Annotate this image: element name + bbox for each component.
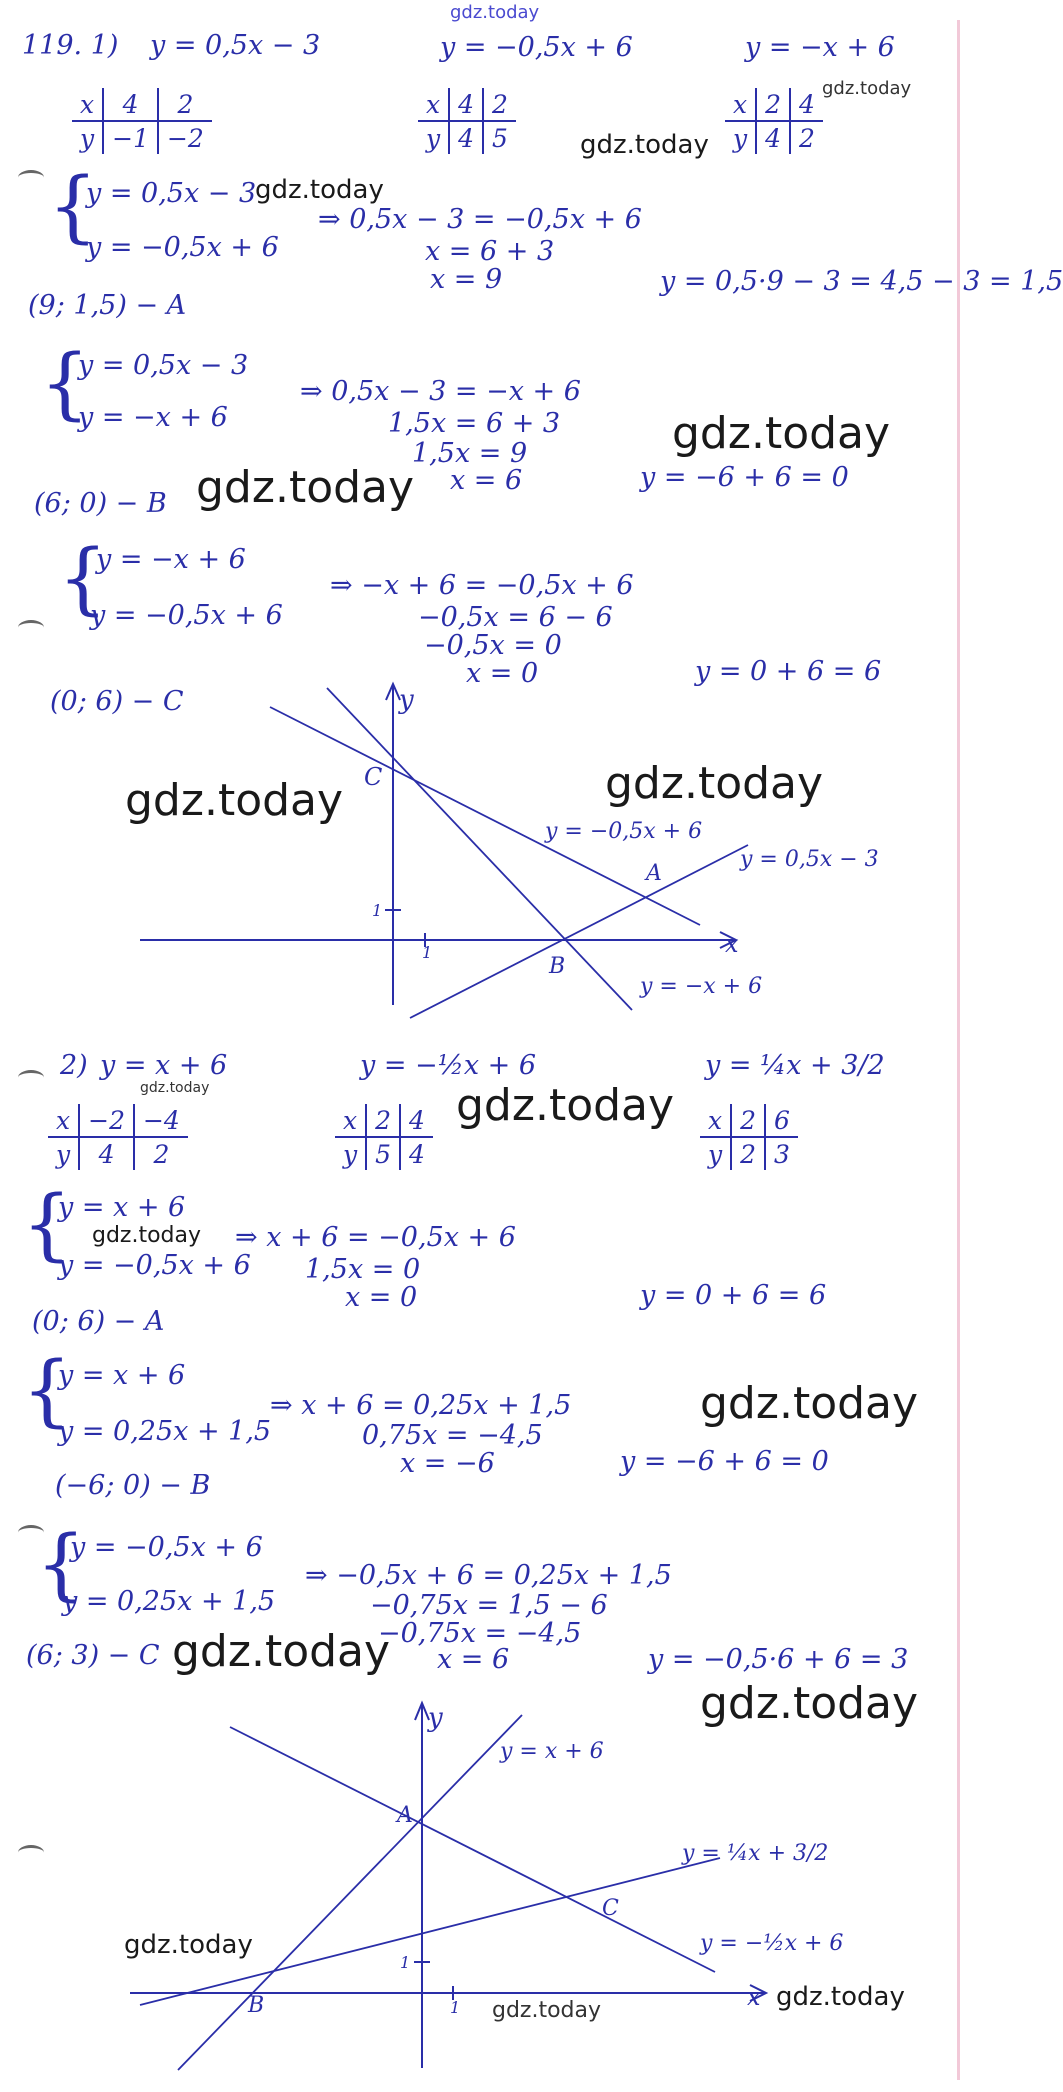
solution-step: −0,5x = 0	[424, 630, 562, 661]
watermark: gdz.today	[196, 462, 415, 513]
label-point-c: C	[364, 763, 383, 791]
solution-step: −0,75x = 1,5 − 6	[370, 1590, 608, 1621]
header-watermark: gdz.today	[450, 2, 540, 23]
system-brace: {	[22, 1180, 72, 1270]
solution-step: 1,5x = 6 + 3	[388, 408, 561, 439]
value-table-2: x 2 4 y 5 4	[335, 1104, 433, 1170]
value-table-2: x 4 2 y 4 5	[418, 88, 516, 154]
label-axis-x: x	[725, 930, 739, 958]
solution-step: x = 6 + 3	[425, 236, 555, 267]
part-label: 2)	[60, 1050, 88, 1081]
watermark: gdz.today	[125, 775, 344, 826]
equation-2: y = −½x + 6	[360, 1050, 537, 1081]
system-brace: {	[22, 1346, 72, 1436]
label-line-1: y = −0,5x + 6	[545, 819, 703, 844]
solution-step: 1,5x = 0	[305, 1254, 421, 1285]
hole-mark	[18, 620, 44, 635]
graph-2	[0, 1700, 981, 2080]
graph-1	[0, 680, 981, 1020]
system-line: y = 0,5x − 3	[86, 178, 257, 209]
label-line-3: y = −½x + 6	[700, 1931, 844, 1956]
value-table-3: x 2 4 y 4 2	[725, 88, 823, 154]
watermark: gdz.today	[605, 758, 824, 809]
y-result: y = 0 + 6 = 6	[695, 656, 882, 687]
solution-step: ⇒ 0,5x − 3 = −x + 6	[300, 376, 581, 407]
watermark: gdz.today	[492, 1998, 602, 2023]
watermark: gdz.today	[140, 1080, 210, 1096]
system-brace: {	[40, 339, 90, 429]
watermark: gdz.today	[700, 1378, 919, 1429]
system-line: y = x + 6	[58, 1360, 186, 1391]
watermark: gdz.today	[92, 1223, 202, 1248]
y-result: y = 0 + 6 = 6	[640, 1280, 827, 1311]
watermark: gdz.today	[172, 1626, 391, 1677]
system-line: y = −0,5x + 6	[86, 232, 279, 263]
system-line: y = −0,5x + 6	[58, 1250, 251, 1281]
watermark: gdz.today	[700, 1678, 919, 1729]
solution-step: ⇒ −0,5x + 6 = 0,25x + 1,5	[305, 1560, 672, 1591]
system-line: y = −0,5x + 6	[70, 1532, 263, 1563]
system-line: y = −x + 6	[96, 544, 246, 575]
intersection-point: (0; 6) − A	[32, 1306, 165, 1337]
system-line: y = 0,5x − 3	[78, 350, 249, 381]
label-one-x: 1	[422, 943, 433, 962]
solution-step: 1,5x = 9	[412, 438, 528, 469]
label-line-3: y = −x + 6	[640, 974, 763, 999]
solution-step: x = 0	[466, 658, 539, 689]
label-one-y: 1	[372, 901, 383, 920]
label-axis-y: y	[399, 685, 414, 715]
value-table-1: x 4 2 y −1 −2	[72, 88, 212, 154]
watermark: gdz.today	[124, 1930, 253, 1960]
y-result: y = 0,5·9 − 3 = 4,5 − 3 = 1,5	[660, 266, 1063, 297]
label-point-b: B	[248, 1993, 265, 2018]
label-point-c: C	[602, 1896, 619, 1921]
value-table-3: x 2 6 y 2 3	[700, 1104, 798, 1170]
solution-step: ⇒ x + 6 = −0,5x + 6	[235, 1222, 516, 1253]
system-line: y = x + 6	[58, 1192, 186, 1223]
intersection-point: (−6; 0) − B	[55, 1470, 211, 1501]
system-line: y = −0,5x + 6	[90, 600, 283, 631]
y-result: y = −6 + 6 = 0	[640, 462, 849, 493]
label-line-2: y = ¼x + 3/2	[682, 1841, 829, 1866]
label-line-1: y = x + 6	[500, 1739, 604, 1764]
solution-step: ⇒ 0,5x − 3 = −0,5x + 6	[318, 204, 642, 235]
watermark: gdz.today	[580, 130, 709, 160]
label-line-2: y = 0,5x − 3	[740, 847, 879, 872]
line-y-neg-x-plus-6	[327, 688, 632, 1010]
solution-step: −0,75x = −4,5	[378, 1618, 582, 1649]
solution-step: ⇒ x + 6 = 0,25x + 1,5	[270, 1390, 572, 1421]
equation-1: y = 0,5x − 3	[150, 30, 321, 61]
solution-step: x = −6	[400, 1448, 495, 1479]
solution-step: ⇒ −x + 6 = −0,5x + 6	[330, 570, 634, 601]
watermark: gdz.today	[822, 78, 912, 99]
line-y-x-plus-6	[178, 1715, 522, 2070]
intersection-point: (6; 0) − B	[34, 488, 167, 519]
equation-1: y = x + 6	[100, 1050, 228, 1081]
y-result: y = −6 + 6 = 0	[620, 1446, 829, 1477]
watermark: gdz.today	[672, 408, 891, 459]
label-one-y: 1	[400, 1953, 411, 1972]
solution-step: x = 9	[430, 264, 503, 295]
value-table-1: x −2 −4 y 4 2	[48, 1104, 188, 1170]
system-brace: {	[58, 534, 108, 624]
problem-number: 119. 1)	[22, 30, 119, 61]
y-result: y = −0,5·6 + 6 = 3	[648, 1644, 909, 1675]
system-brace: {	[48, 162, 98, 252]
equation-2: y = −0,5x + 6	[440, 32, 633, 63]
hole-mark	[18, 170, 44, 185]
solution-step: x = 6	[450, 465, 523, 496]
watermark: gdz.today	[776, 1982, 905, 2012]
hole-mark	[18, 1070, 44, 1085]
label-axis-y: y	[428, 1703, 443, 1733]
intersection-point: (0; 6) − C	[50, 686, 184, 717]
label-point-a: A	[397, 1803, 413, 1828]
equation-3: y = ¼x + 3/2	[705, 1050, 885, 1081]
label-point-b: B	[549, 954, 566, 979]
system-brace: {	[36, 1520, 86, 1610]
equation-3: y = −x + 6	[745, 32, 895, 63]
solution-step: x = 6	[437, 1644, 510, 1675]
system-line: y = 0,25x + 1,5	[58, 1416, 272, 1447]
solution-step: −0,5x = 6 − 6	[418, 602, 613, 633]
label-axis-x: x	[747, 1983, 761, 2011]
watermark: gdz.today	[456, 1080, 675, 1131]
watermark: gdz.today	[255, 175, 384, 205]
solution-step: x = 0	[345, 1282, 418, 1313]
system-line: y = −x + 6	[78, 402, 228, 433]
label-one-x: 1	[450, 1998, 461, 2017]
label-point-a: A	[646, 861, 662, 886]
solution-step: 0,75x = −4,5	[362, 1420, 543, 1451]
system-line: y = 0,25x + 1,5	[62, 1586, 276, 1617]
line-y-neg-half-x-plus-6	[230, 1727, 715, 1972]
intersection-point: (6; 3) − C	[26, 1640, 160, 1671]
intersection-point: (9; 1,5) − A	[28, 290, 187, 321]
